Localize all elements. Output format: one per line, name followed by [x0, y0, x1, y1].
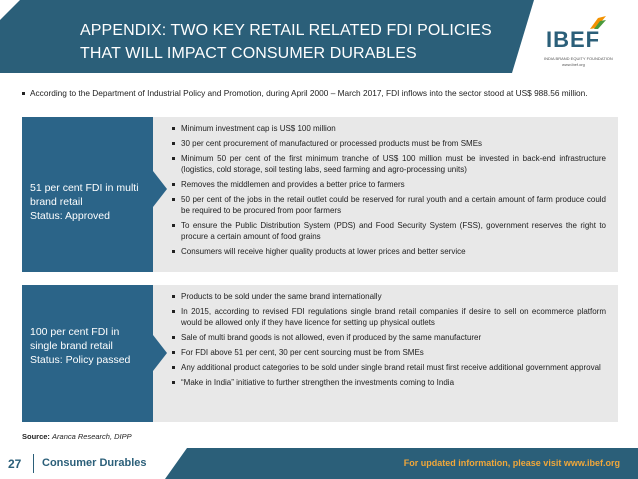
header-notch	[0, 0, 20, 20]
policy-point: Minimum investment cap is US$ 100 million	[172, 123, 606, 134]
policy-point: In 2015, according to revised FDI regulations single brand retail companies if desire to sell on ecommerce platform would be allowed only if they have licence for setting up physical outlets	[172, 306, 606, 328]
footer-website-link[interactable]: For updated information, please visit www.ibef.org	[403, 458, 620, 468]
policy-panel-single-brand	[22, 285, 618, 422]
logo-text: IBEF	[546, 27, 601, 52]
policy-point: 50 per cent of the jobs in the retail outlet could be reserved for rural youth and a certain amount of farm produce could be required to be procured from poor farmers	[172, 194, 606, 216]
footer-divider	[33, 454, 34, 473]
page-number: 27	[8, 457, 22, 471]
policy-point: Removes the middlemen and provides a better price to farmers	[172, 179, 606, 190]
policy-point: Products to be sold under the same brand internationally	[172, 291, 606, 302]
panel-label-line-1: 100 per cent FDI in	[30, 326, 120, 338]
policy-point: To ensure the Public Distribution System (PDS) and Food Security System (FSS), government reserves the right to procure a certain amount of food grains	[172, 220, 606, 242]
footer-slant	[165, 448, 187, 479]
logo-subtext: INDIA BRAND EQUITY FOUNDATION	[544, 56, 613, 61]
panel-label-line-2: brand retail	[30, 196, 83, 208]
footer-section-title: Consumer Durables	[42, 457, 147, 469]
panel-status: Status: Approved	[30, 210, 110, 222]
policy-panel-multi-brand	[22, 117, 618, 272]
policy-point: For FDI above 51 per cent, 30 per cent sourcing must be from SMEs	[172, 347, 606, 358]
policy-point: Minimum 50 per cent of the first minimum tranche of US$ 100 million must be invested in back-end infrastructure (logistics, cold storage, soil testing labs, seed farming and agro-processing units)	[172, 153, 606, 175]
policy-point: “Make in India” initiative to further strengthen the investments coming to India	[172, 377, 606, 388]
intro-text: According to the Department of Industrial Policy and Promotion, during April 2000 – March 2017, FDI inflows into the sector stood at US$ 988.56 million.	[30, 88, 588, 98]
panel-label	[30, 325, 148, 367]
page-title	[80, 19, 510, 65]
policy-point: Any additional product categories to be sold under single brand retail must first receive additional government approval	[172, 362, 606, 373]
policy-points-list	[172, 291, 606, 392]
source-text: Aranca Research, DIPP	[52, 432, 132, 441]
logo-url: www.ibef.org	[562, 62, 585, 67]
intro-bullet	[30, 88, 620, 99]
source-note	[22, 432, 132, 441]
panel-label-line-2: single brand retail	[30, 340, 113, 352]
title-line-1: APPENDIX: TWO KEY RETAIL RELATED FDI POLICIES	[80, 22, 492, 39]
header-slant-edge	[512, 0, 534, 73]
bullet-square-icon	[22, 92, 25, 95]
slide-header	[0, 0, 638, 73]
title-line-2: THAT WILL IMPACT CONSUMER DURABLES	[80, 45, 417, 62]
policy-point: Consumers will receive higher quality products at lower prices and better service	[172, 246, 606, 257]
panel-status: Status: Policy passed	[30, 354, 131, 366]
ibef-logo[interactable]	[538, 22, 628, 66]
policy-points-list	[172, 123, 606, 261]
source-label: Source:	[22, 432, 50, 441]
panel-arrow-icon	[153, 335, 167, 371]
policy-point: 30 per cent procurement of manufactured or processed products must be from SMEs	[172, 138, 606, 149]
slide-footer	[0, 448, 638, 479]
panel-arrow-icon	[153, 171, 167, 207]
policy-point: Sale of multi brand goods is not allowed, even if produced by the same manufacturer	[172, 332, 606, 343]
panel-label-line-1: 51 per cent FDI in multi	[30, 182, 139, 194]
panel-label	[30, 181, 148, 223]
